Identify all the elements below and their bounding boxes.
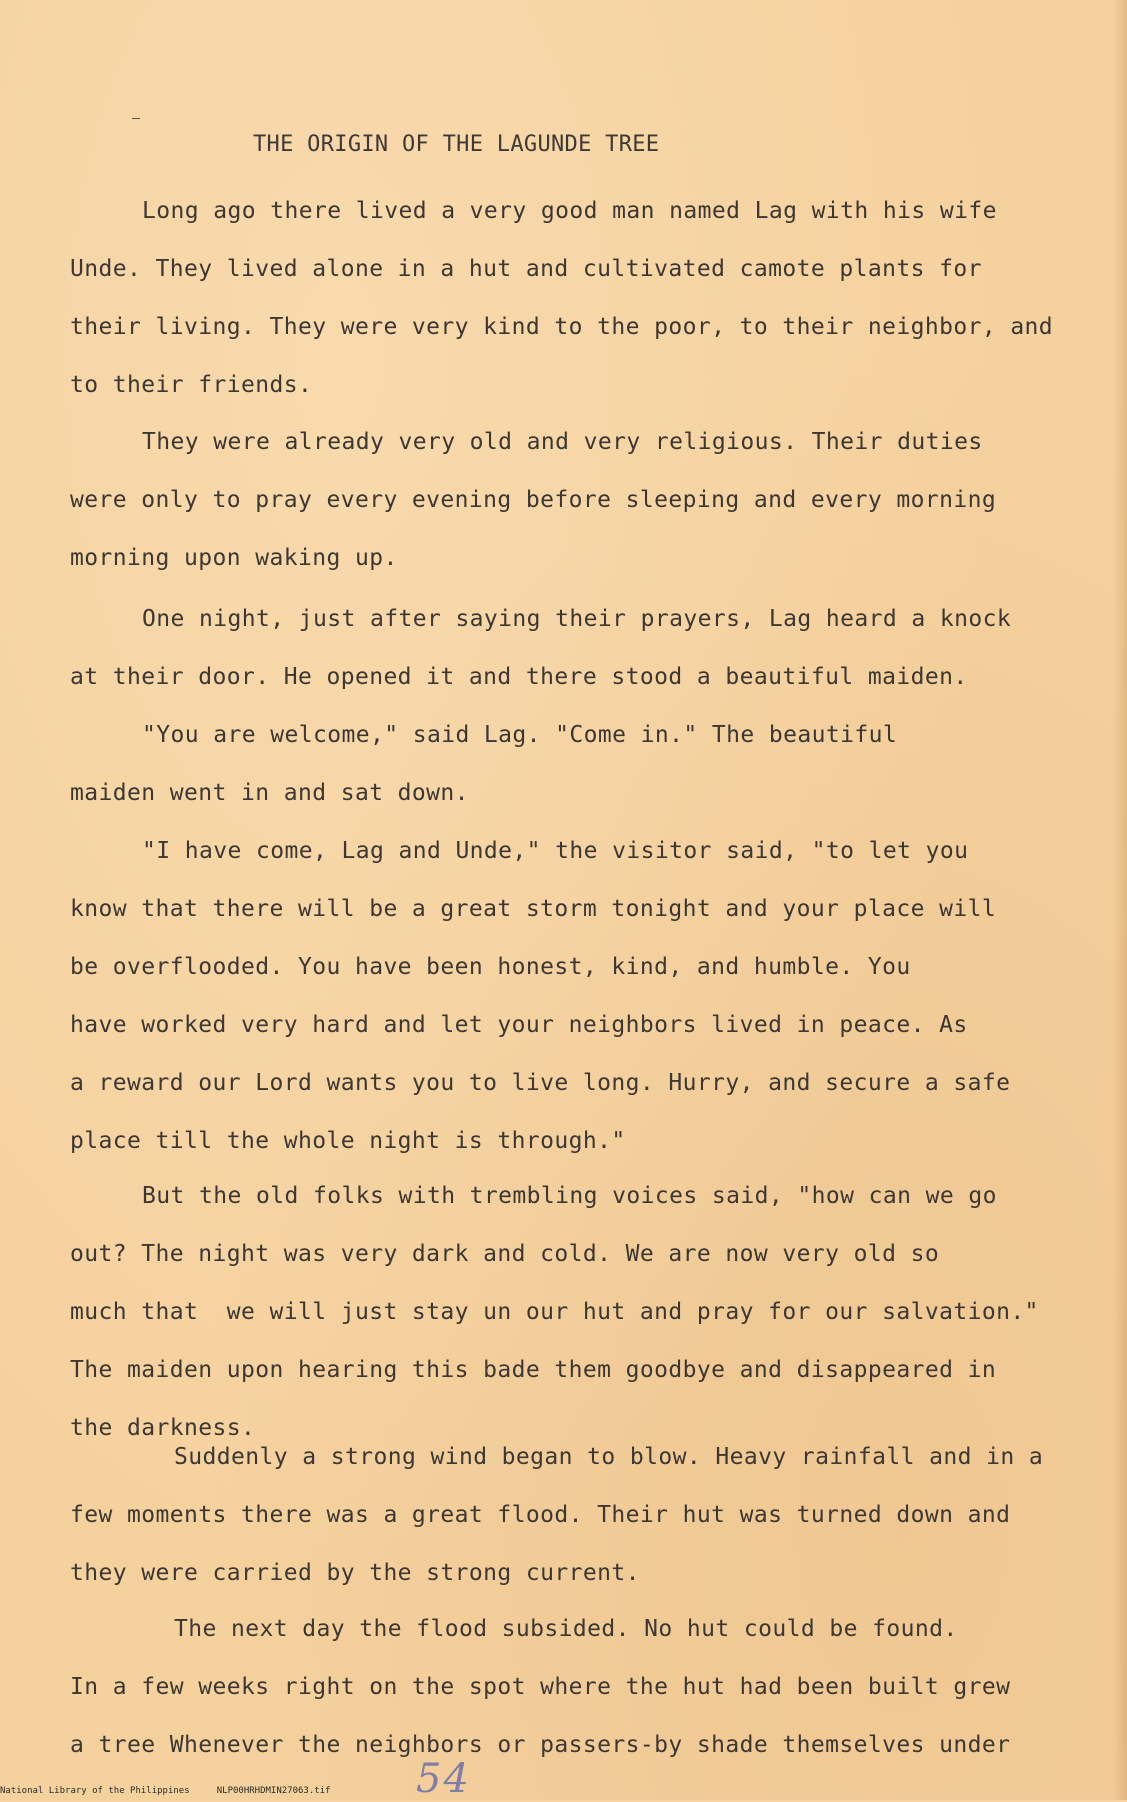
paragraph-4 bbox=[70, 706, 1080, 822]
handwritten-page-number: 54 bbox=[416, 1756, 471, 1802]
paragraph-text: Long ago there lived a very good man named Lag with his wife Unde. They lived alone in a hut and cultivated camote plants for their living. They were very kind to the poor, to their neighbor, and to their friends. bbox=[70, 198, 1054, 398]
archive-footer: National Library of the Philippines NLP00HRHDMIN27063.tif bbox=[0, 1786, 331, 1796]
paragraph-text: "I have come, Lag and Unde," the visitor said, "to let you know that there will be a great storm tonight and your place will be overflooded. You have been honest, kind, and humble. You have worked very hard and let your neighbors lived in peace. As a reward our Lord wants you to live long. Hurry, and secure a safe place till the whole night is through." bbox=[70, 838, 1011, 1154]
page-edge-shadow bbox=[1113, 0, 1127, 1800]
paragraph-2 bbox=[70, 413, 1080, 587]
paragraph-7 bbox=[70, 1428, 1080, 1602]
paragraph-1 bbox=[70, 182, 1080, 414]
paragraph-3 bbox=[70, 590, 1080, 706]
paragraph-text: But the old folks with trembling voices said, "how can we go out? The night was very dark and cold. We are now very old so much that we will just stay un our hut and pray for our salvation." The maiden upon hearing this bade them goodbye and disappeared in the darkness. bbox=[70, 1183, 1039, 1441]
paragraph-5 bbox=[70, 822, 1080, 1170]
paragraph-6 bbox=[70, 1167, 1080, 1457]
paragraph-text: The next day the flood subsided. No hut could be found. In a few weeks right on the spot where the hut had been built grew a tree Whenever the neighbors or passers-by shade themselves under bbox=[70, 1616, 1011, 1758]
margin-mark bbox=[132, 118, 140, 119]
document-title: THE ORIGIN OF THE LAGUNDE TREE bbox=[253, 132, 660, 157]
paragraph-8 bbox=[70, 1600, 1080, 1774]
paragraph-text: They were already very old and very religious. Their duties were only to pray every evening before sleeping and every morning morning upon waking up. bbox=[70, 429, 997, 571]
paragraph-text: One night, just after saying their prayers, Lag heard a knock at their door. He opened it and there stood a beautiful maiden. bbox=[70, 606, 1012, 690]
paragraph-text: Suddenly a strong wind began to blow. Heavy rainfall and in a few moments there was a great flood. Their hut was turned down and they were carried by the strong current. bbox=[70, 1444, 1044, 1586]
paragraph-text: "You are welcome," said Lag. "Come in." The beautiful maiden went in and sat down. bbox=[70, 722, 898, 806]
